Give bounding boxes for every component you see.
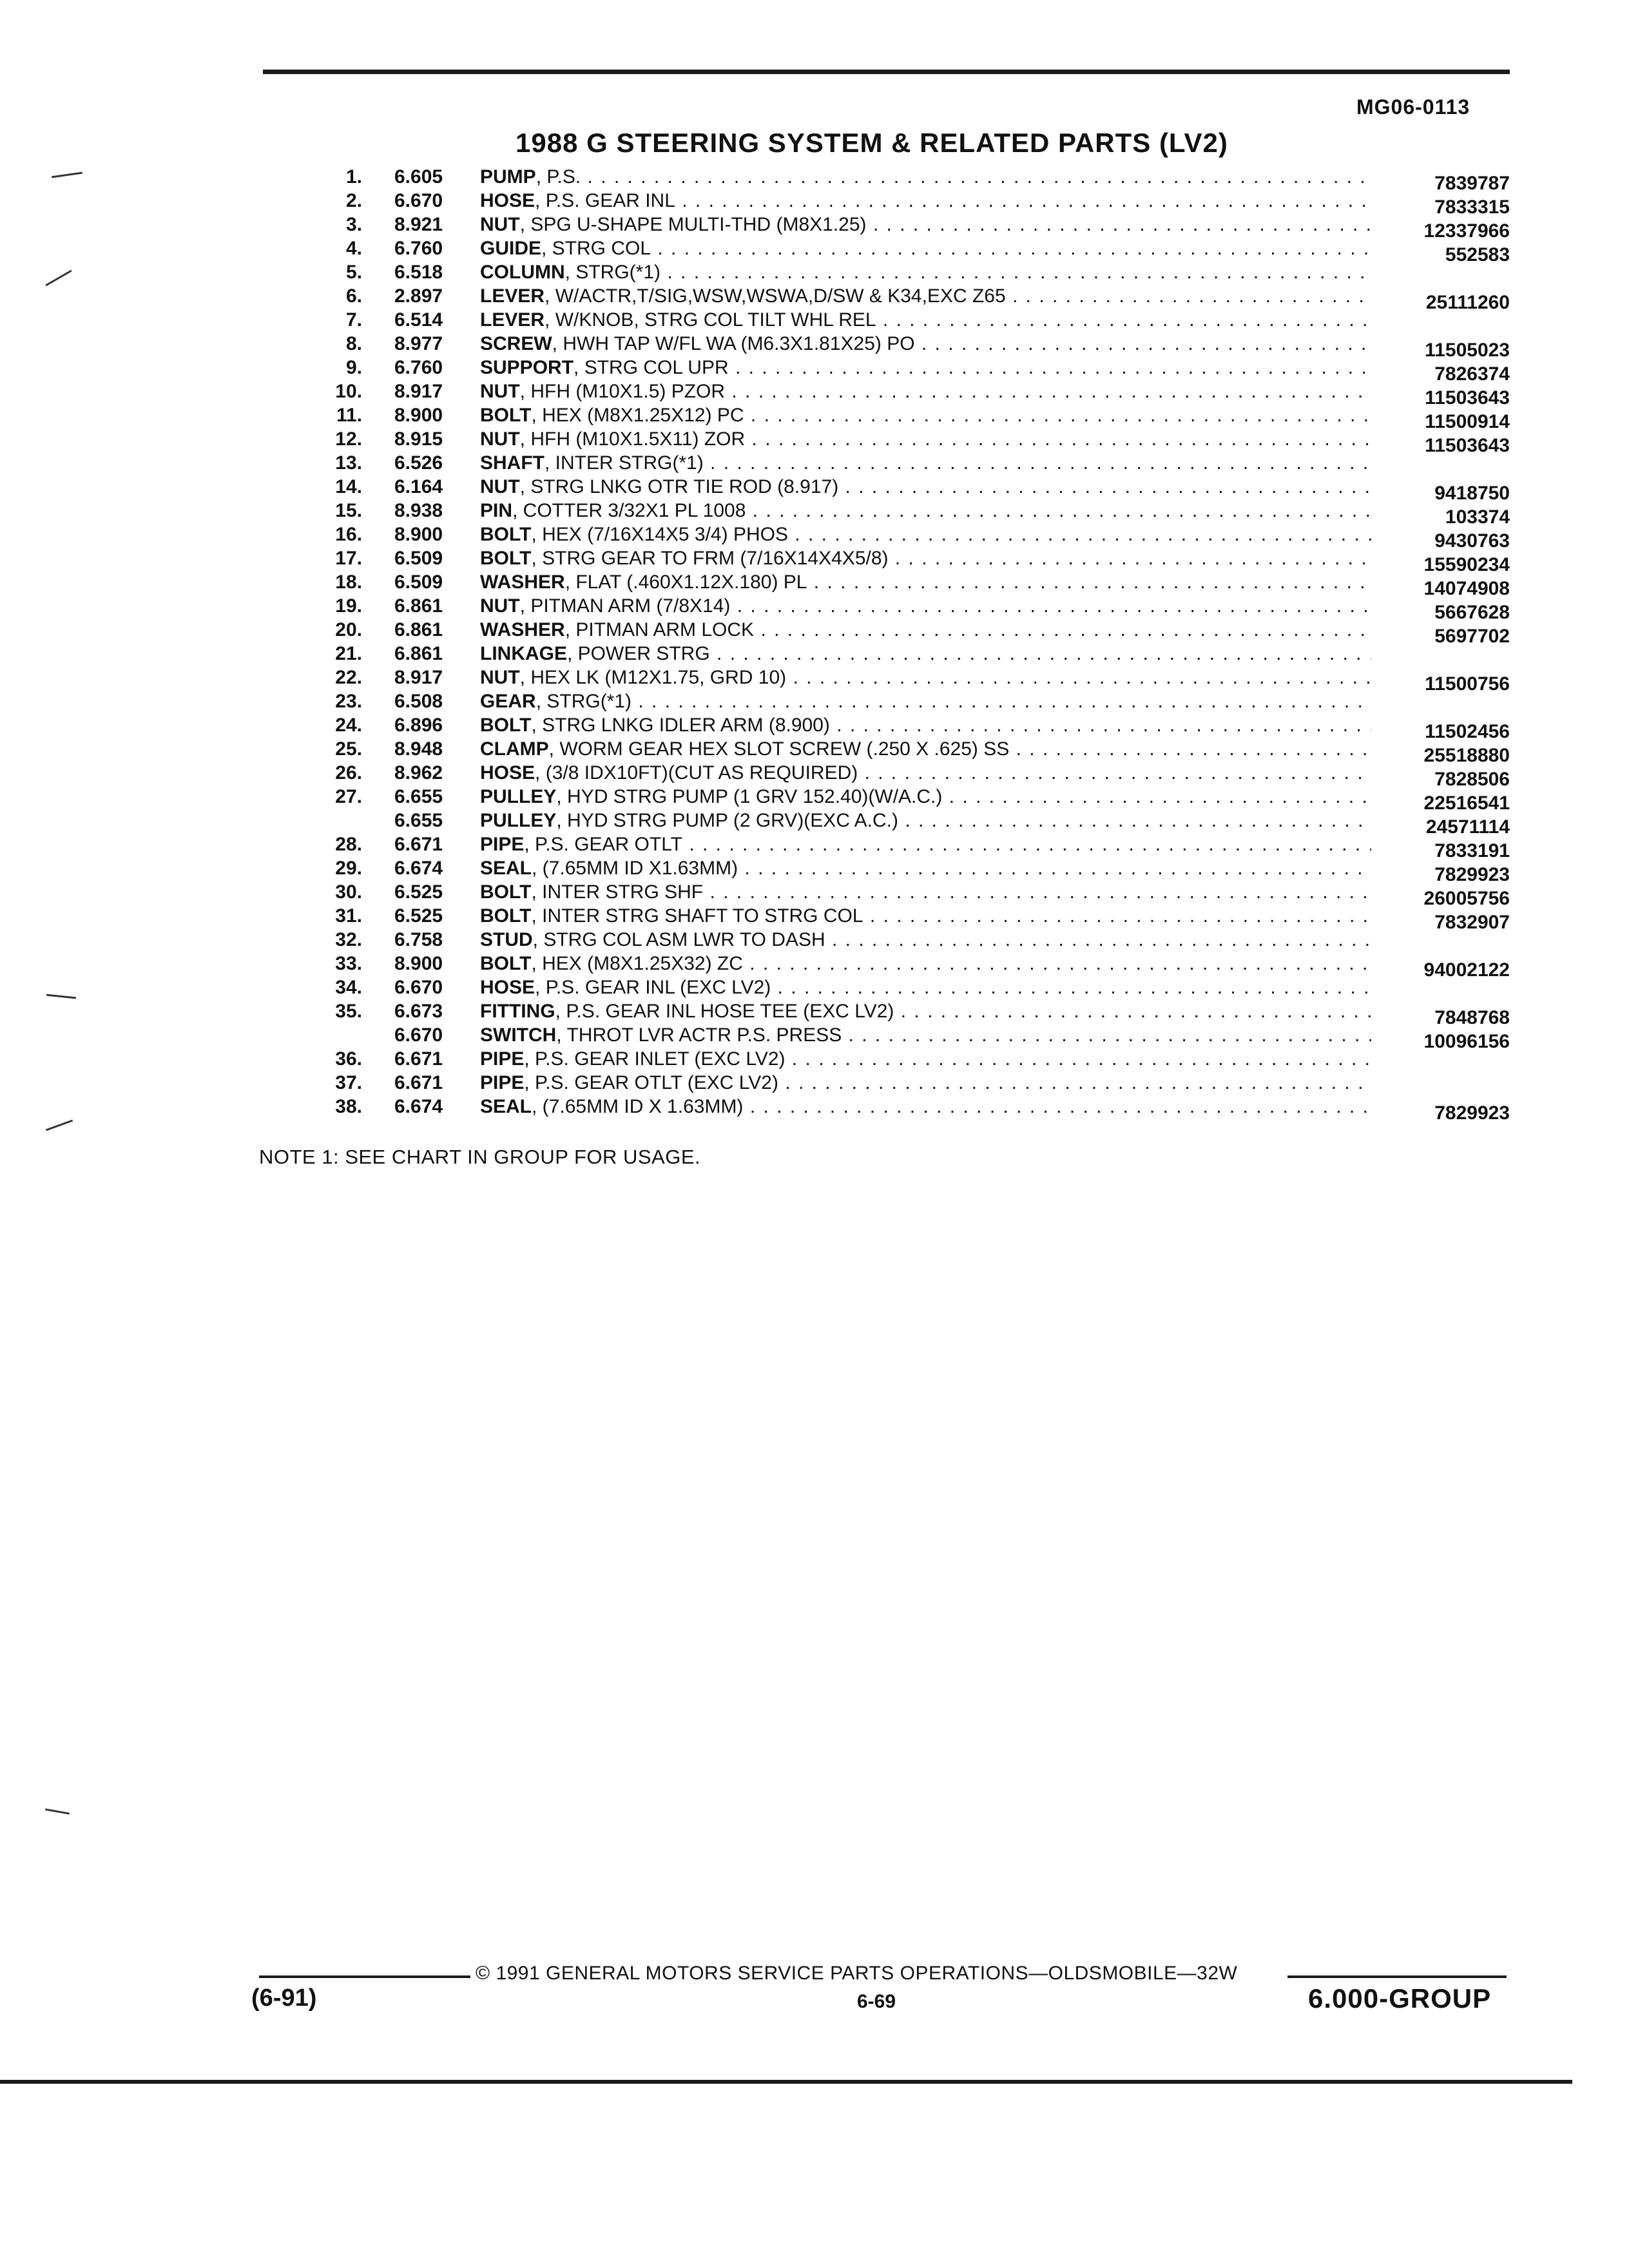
part-name: BOLT (480, 905, 532, 927)
group-number: 6.861 (394, 643, 443, 664)
part-description (480, 236, 1371, 260)
table-row (0, 356, 1629, 385)
page-title: 1988 G STEERING SYSTEM & RELATED PARTS (LV2) (516, 128, 1228, 158)
part-description (480, 1047, 1371, 1071)
part-detail: , STRG COL ASM LWR TO DASH (532, 929, 825, 950)
part-name: PIN (480, 500, 513, 521)
part-description (480, 666, 1371, 689)
part-description (480, 451, 1371, 475)
item-number: 2. (345, 190, 362, 211)
parts-list (0, 165, 1629, 1124)
part-description (480, 475, 1371, 499)
part-description (480, 856, 1371, 880)
part-detail: , HWH TAP W/FL WA (M6.3X1.81X25) PO (552, 333, 915, 354)
group-number: 8.921 (394, 214, 443, 235)
part-number: 9430763 (1434, 530, 1510, 552)
part-detail: , COTTER 3/32X1 PL 1008 (512, 500, 746, 521)
table-row (0, 308, 1629, 332)
part-number: 94002122 (1423, 959, 1510, 981)
part-name: SHAFT (480, 452, 545, 474)
part-name: LEVER (480, 285, 545, 307)
part-name: SUPPORT (480, 357, 574, 378)
part-number: 11502456 (1425, 721, 1510, 742)
table-row (0, 666, 1629, 695)
table-row (0, 904, 1629, 933)
item-number: 7. (345, 309, 362, 331)
table-row (0, 1095, 1629, 1124)
part-description (480, 594, 1371, 618)
group-number: 6.671 (394, 834, 443, 855)
part-number: 25111260 (1425, 292, 1510, 313)
part-name: PUMP (480, 166, 536, 187)
part-number: 7848768 (1434, 1007, 1510, 1028)
part-detail: , WORM GEAR HEX SLOT SCREW (.250 X .625) SS (548, 738, 1010, 760)
table-row (0, 689, 1629, 713)
group-number: 6.671 (394, 1072, 443, 1093)
part-number: 22516541 (1423, 793, 1510, 814)
part-number: 103374 (1445, 506, 1510, 528)
part-number: 7829923 (1434, 1102, 1510, 1124)
part-detail: , POWER STRG (567, 643, 710, 664)
group-number: 8.917 (394, 381, 443, 402)
part-detail: , W/KNOB, STRG COL TILT WHL REL (545, 309, 876, 331)
item-number: 6. (345, 285, 362, 307)
footer-rule-right (1287, 1975, 1507, 1978)
part-description (480, 213, 1371, 236)
group-number: 8.938 (394, 500, 443, 521)
table-row (0, 880, 1629, 909)
margin-mark (46, 1120, 73, 1131)
copyright-text: © 1991 GENERAL MOTORS SERVICE PARTS OPERATIONS—OLDSMOBILE—32W (476, 1963, 1238, 1984)
table-row (0, 975, 1629, 999)
part-name: NUT (480, 214, 520, 235)
group-number: 6.518 (394, 262, 443, 283)
part-name: PULLEY (480, 786, 557, 807)
part-number: 11503643 (1425, 387, 1510, 408)
part-detail: , THROT LVR ACTR P.S. PRESS (556, 1024, 842, 1046)
table-row (0, 427, 1629, 456)
part-name: BOLT (480, 953, 532, 974)
item-number: 35. (335, 1001, 362, 1022)
table-row (0, 618, 1629, 647)
part-description (480, 761, 1371, 785)
part-name: WASHER (480, 572, 565, 593)
table-row (0, 785, 1629, 814)
item-number: 32. (335, 929, 362, 950)
part-detail: , STRG COL UPR (574, 357, 729, 378)
part-detail: , STRG(*1) (535, 691, 632, 712)
part-detail: , HEX (M8X1.25X32) ZC (531, 953, 743, 974)
table-row (0, 737, 1629, 766)
table-row (0, 642, 1629, 666)
part-description (480, 308, 1371, 332)
item-number: 34. (335, 977, 362, 998)
part-detail: , HEX LK (M12X1.75, GRD 10) (519, 667, 787, 688)
item-number: 12. (335, 428, 362, 450)
part-number: 11500756 (1425, 673, 1510, 695)
table-row (0, 594, 1629, 623)
table-row (0, 451, 1629, 475)
item-number: 31. (335, 905, 362, 927)
part-description (480, 809, 1371, 832)
part-name: FITTING (480, 1001, 555, 1022)
group-label: 6.000-GROUP (1308, 1983, 1492, 2013)
part-number: 7833191 (1434, 840, 1510, 861)
part-description (480, 975, 1371, 999)
table-row (0, 380, 1629, 408)
group-number: 6.760 (394, 238, 443, 259)
table-row (0, 1047, 1629, 1071)
group-number: 6.525 (394, 905, 443, 927)
part-name: BOLT (480, 715, 532, 736)
group-number: 6.525 (394, 881, 443, 903)
part-number: 15590234 (1423, 554, 1510, 575)
group-number: 8.917 (394, 667, 443, 688)
part-name: HOSE (480, 762, 535, 783)
part-description (480, 284, 1371, 308)
table-row (0, 809, 1629, 838)
footer-rule-left (259, 1975, 470, 1978)
table-row (0, 1071, 1629, 1095)
group-number: 8.948 (394, 738, 443, 760)
part-detail: , W/ACTR,T/SIG,WSW,WSWA,D/SW & K34,EXC Z65 (545, 285, 1006, 307)
part-number: 10096156 (1423, 1031, 1510, 1052)
part-detail: , HEX (7/16X14X5 3/4) PHOS (531, 524, 788, 545)
part-name: PIPE (480, 834, 525, 855)
item-number: 33. (335, 953, 362, 974)
part-number: 7833315 (1434, 197, 1510, 218)
part-detail: , HYD STRG PUMP (2 GRV)(EXC A.C.) (556, 810, 898, 831)
item-number: 15. (335, 500, 362, 521)
part-detail: , STRG COL (541, 238, 651, 259)
part-detail: , PITMAN ARM (7/8X14) (519, 595, 731, 617)
part-number: 7839787 (1434, 173, 1510, 194)
part-name: BOLT (480, 881, 532, 903)
part-description (480, 999, 1371, 1023)
part-detail: , STRG LNKG OTR TIE ROD (8.917) (519, 476, 839, 497)
part-number: 7829923 (1434, 864, 1510, 885)
part-name: GUIDE (480, 238, 542, 259)
part-detail: , P.S. GEAR INLET (EXC LV2) (524, 1048, 786, 1070)
part-name: NUT (480, 381, 520, 402)
item-number: 20. (335, 619, 362, 640)
group-number: 6.670 (394, 1024, 443, 1046)
part-number: 7828506 (1434, 769, 1510, 790)
usage-note: NOTE 1: SEE CHART IN GROUP FOR USAGE. (259, 1146, 701, 1168)
part-name: SEAL (480, 858, 532, 879)
part-number: 24571114 (1425, 816, 1510, 838)
item-number: 17. (335, 548, 362, 569)
table-row (0, 713, 1629, 742)
part-detail: , FLAT (.460X1.12X.180) PL (564, 572, 807, 593)
part-detail: , (7.65MM ID X1.63MM) (532, 858, 738, 879)
item-number: 4. (345, 238, 362, 259)
bottom-rule (0, 2080, 1572, 2084)
item-number: 24. (335, 715, 362, 736)
part-description (480, 546, 1371, 570)
item-number: 8. (345, 333, 362, 354)
group-number: 6.670 (394, 190, 443, 211)
part-description (480, 332, 1371, 356)
part-number: 552583 (1445, 244, 1510, 265)
group-number: 6.509 (394, 548, 443, 569)
part-detail: , HYD STRG PUMP (1 GRV 152.40)(W/A.C.) (556, 786, 943, 807)
item-number: 16. (335, 524, 362, 545)
part-description (480, 523, 1371, 546)
part-number: 12337966 (1423, 220, 1510, 242)
part-number: 11505023 (1425, 340, 1510, 361)
part-name: BOLT (480, 405, 532, 426)
group-number: 6.674 (394, 858, 443, 879)
group-number: 6.896 (394, 715, 443, 736)
item-number: 36. (335, 1048, 362, 1070)
part-detail: , P.S. GEAR OTLT (EXC LV2) (524, 1072, 778, 1093)
group-number: 8.915 (394, 428, 443, 450)
part-description (480, 499, 1371, 523)
item-number: 18. (335, 572, 362, 593)
part-number: 5667628 (1434, 602, 1510, 623)
group-number: 6.508 (394, 691, 443, 712)
item-number: 22. (335, 667, 362, 688)
part-description (480, 189, 1371, 213)
part-detail: , HFH (M10X1.5X11) ZOR (519, 428, 746, 450)
item-number: 10. (335, 381, 362, 402)
item-number: 9. (345, 357, 362, 378)
part-description (480, 165, 1371, 189)
part-description (480, 380, 1371, 403)
group-number: 6.655 (394, 786, 443, 807)
item-number: 28. (335, 834, 362, 855)
part-description (480, 1095, 1371, 1119)
part-detail: , P.S. GEAR INL (535, 190, 675, 211)
part-name: NUT (480, 667, 520, 688)
part-number: 7832907 (1434, 912, 1510, 933)
group-number: 6.758 (394, 929, 443, 950)
part-name: SCREW (480, 333, 552, 354)
part-number: 11503643 (1425, 435, 1510, 456)
part-description (480, 618, 1371, 642)
table-row (0, 999, 1629, 1028)
part-detail: , (7.65MM ID X 1.63MM) (532, 1096, 744, 1117)
part-description (480, 642, 1371, 666)
item-number: 25. (335, 738, 362, 760)
footer-date: (6-91) (251, 1984, 317, 2012)
part-description (480, 356, 1371, 380)
part-description (480, 832, 1371, 856)
part-detail: , INTER STRG SHF (531, 881, 704, 903)
part-number: 25518880 (1423, 745, 1510, 766)
group-number: 8.962 (394, 762, 443, 783)
part-detail: , P.S. (535, 166, 581, 187)
item-number: 1. (345, 166, 362, 187)
item-number: 19. (335, 595, 362, 617)
group-number: 2.897 (394, 285, 443, 307)
table-row (0, 523, 1629, 552)
item-number: 37. (335, 1072, 362, 1093)
part-name: SWITCH (480, 1024, 557, 1046)
part-description (480, 737, 1371, 761)
part-detail: , P.S. GEAR OTLT (524, 834, 682, 855)
part-name: PIPE (480, 1048, 525, 1070)
part-number: 7826374 (1434, 363, 1510, 385)
part-name: NUT (480, 595, 520, 617)
table-row (0, 546, 1629, 575)
group-number: 6.671 (394, 1048, 443, 1070)
group-number: 6.514 (394, 309, 443, 331)
table-row (0, 499, 1629, 528)
part-detail: , HEX (M8X1.25X12) PC (531, 405, 744, 426)
table-row (0, 928, 1629, 952)
part-name: PIPE (480, 1072, 525, 1093)
group-number: 6.861 (394, 595, 443, 617)
item-number: 14. (335, 476, 362, 497)
group-number: 6.670 (394, 977, 443, 998)
table-row (0, 761, 1629, 790)
table-row (0, 952, 1629, 981)
part-description (480, 713, 1371, 737)
part-description (480, 427, 1371, 451)
item-number: 5. (345, 262, 362, 283)
group-number: 8.900 (394, 953, 443, 974)
part-description (480, 1071, 1371, 1095)
item-number: 29. (335, 858, 362, 879)
part-name: WASHER (480, 619, 565, 640)
item-number: 27. (335, 786, 362, 807)
table-row (0, 832, 1629, 861)
table-row (0, 403, 1629, 432)
table-row (0, 236, 1629, 265)
part-name: LEVER (480, 309, 545, 331)
group-number: 6.509 (394, 572, 443, 593)
part-detail: , STRG(*1) (564, 262, 661, 283)
part-name: SEAL (480, 1096, 532, 1117)
part-name: STUD (480, 929, 533, 950)
part-detail: , INTER STRG SHAFT TO STRG COL (531, 905, 863, 927)
part-description (480, 260, 1371, 284)
group-number: 6.164 (394, 476, 443, 497)
part-name: HOSE (480, 190, 535, 211)
part-detail: , STRG LNKG IDLER ARM (8.900) (531, 715, 830, 736)
part-description (480, 904, 1371, 928)
part-name: COLUMN (480, 262, 565, 283)
item-number: 38. (335, 1096, 362, 1117)
table-row (0, 475, 1629, 504)
group-number: 8.977 (394, 333, 443, 354)
part-number: 14074908 (1423, 578, 1510, 599)
table-row (0, 1023, 1629, 1052)
doc-number: MG06-0113 (1356, 95, 1470, 119)
item-number: 11. (336, 405, 362, 426)
part-name: BOLT (480, 524, 532, 545)
part-name: GEAR (480, 691, 536, 712)
item-number: 26. (335, 762, 362, 783)
part-description (480, 403, 1371, 427)
group-number: 8.900 (394, 405, 443, 426)
item-number: 3. (345, 214, 362, 235)
part-name: LINKAGE (480, 643, 567, 664)
part-number: 11500914 (1425, 411, 1510, 432)
table-row (0, 213, 1629, 242)
part-description (480, 570, 1371, 594)
item-number: 21. (335, 643, 362, 664)
group-number: 6.673 (394, 1001, 443, 1022)
part-description (480, 928, 1371, 952)
group-number: 6.605 (394, 166, 443, 187)
part-detail: , SPG U-SHAPE MULTI-THD (M8X1.25) (519, 214, 867, 235)
part-detail: , INTER STRG(*1) (545, 452, 704, 474)
table-row (0, 260, 1629, 284)
top-rule (263, 70, 1510, 74)
part-name: HOSE (480, 977, 535, 998)
part-number: 26005756 (1423, 888, 1510, 909)
part-description (480, 952, 1371, 975)
group-number: 6.526 (394, 452, 443, 474)
item-number: 23. (335, 691, 362, 712)
group-number: 8.900 (394, 524, 443, 545)
part-detail: , P.S. GEAR INL HOSE TEE (EXC LV2) (555, 1001, 894, 1022)
part-detail: , (3/8 IDX10FT)(CUT AS REQUIRED) (535, 762, 858, 783)
part-name: BOLT (480, 548, 532, 569)
part-detail: , STRG GEAR TO FRM (7/16X14X4X5/8) (531, 548, 889, 569)
table-row (0, 332, 1629, 361)
part-detail: , P.S. GEAR INL (EXC LV2) (535, 977, 771, 998)
table-row (0, 189, 1629, 218)
table-row (0, 284, 1629, 313)
part-detail: , HFH (M10X1.5) PZOR (519, 381, 726, 402)
part-name: CLAMP (480, 738, 549, 760)
part-number: 9418750 (1434, 483, 1510, 504)
item-number: 13. (335, 452, 362, 474)
group-number: 6.760 (394, 357, 443, 378)
table-row (0, 856, 1629, 885)
table-row (0, 570, 1629, 599)
group-number: 6.861 (394, 619, 443, 640)
part-name: NUT (480, 476, 520, 497)
margin-mark (45, 1809, 70, 1815)
part-detail: , PITMAN ARM LOCK (564, 619, 755, 640)
group-number: 6.655 (394, 810, 443, 831)
part-number: 5697702 (1434, 626, 1510, 647)
group-number: 6.674 (394, 1096, 443, 1117)
part-description (480, 785, 1371, 809)
part-description (480, 1023, 1371, 1047)
page-number: 6-69 (857, 1991, 896, 2012)
part-name: NUT (480, 428, 520, 450)
part-description (480, 880, 1371, 904)
table-row (0, 165, 1629, 194)
part-name: PULLEY (480, 810, 557, 831)
part-description (480, 689, 1371, 713)
item-number: 30. (335, 881, 362, 903)
